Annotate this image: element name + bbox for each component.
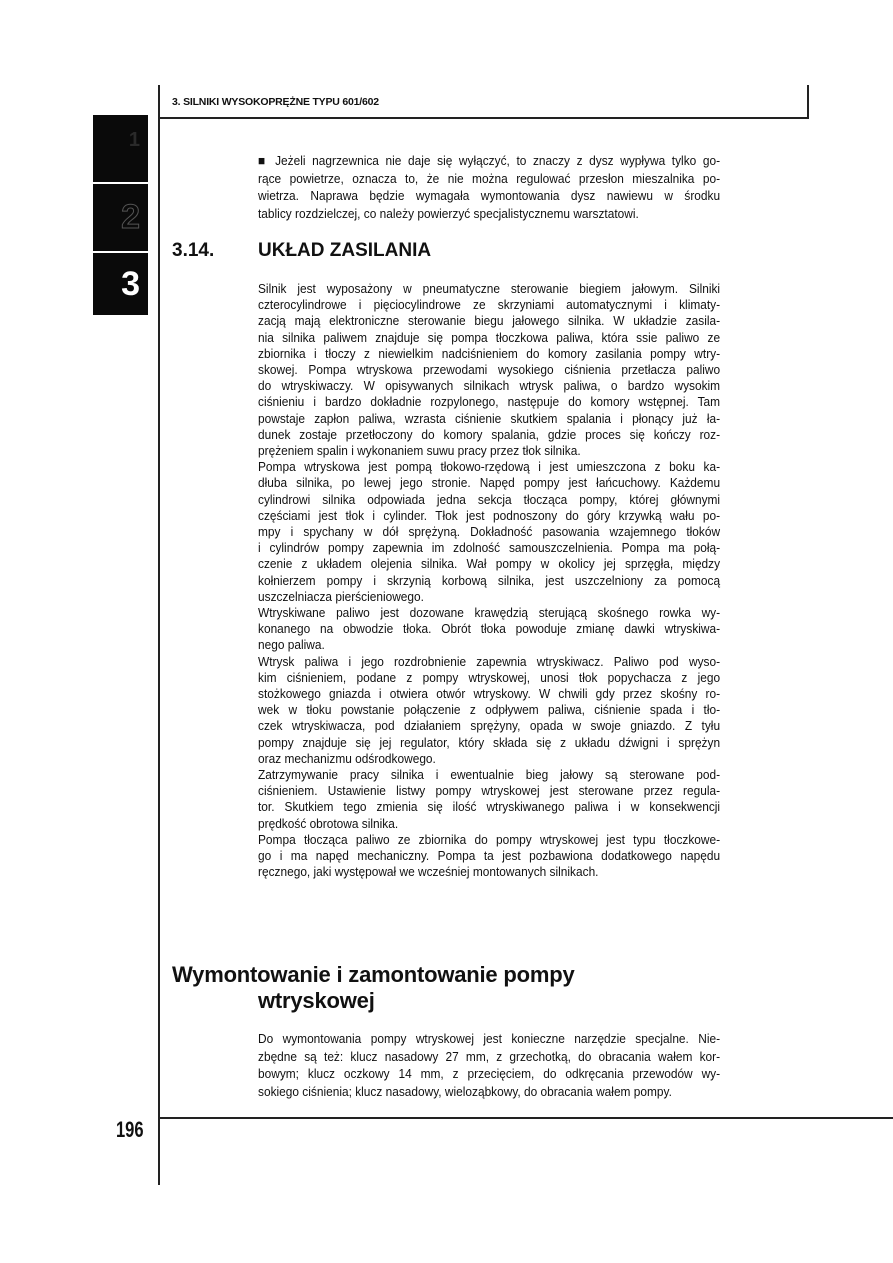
text-line: cylindrowi silnika odpowiada jedna sekcja tłocząca pompy, której głównymi [258,491,721,507]
text-line: zbiornika i tłoczy z niewielkim nadciśnieniem do komory zasilania pompy wtry- [258,345,721,361]
text-line: oraz mechanizmu odśrodkowego. [258,750,436,766]
text-line: ręcznego, jaki występował we wcześniej montowanych silnikach. [258,864,599,880]
chapter-tab-number: 3 [121,265,140,303]
text-line: sokiego ciśnienia; klucz nasadowy, wieloząbkowy, do obracania wałem pompy. [258,1083,672,1099]
left-margin-rule [158,85,160,1185]
text-line: pompy znajduje się jej regulator, który składa się z układu dźwigni i sprężyn [258,734,721,750]
text-line: zacją mają elektroniczne sterowanie biegu jałowego silnika. W układzie zasila- [258,313,721,329]
text-line: Pompa wtryskowa jest pompą tłokowo-rzędową i jest umieszczona z boku ka- [258,459,721,475]
footer-rule [158,1117,893,1119]
text-line: i cylindrów pompy zapewnia im zdolność samouszczelnienia. Pompa ma połą- [258,540,721,556]
text-line: tor. Skutkiem tego zmienia się ilość wtryskiwanego paliwa i w konsekwencji [258,799,721,815]
header-rule [158,117,809,119]
text-line: rące powietrze, oznacza to, że nie można regulować przesłon mieszalnika po- [258,170,721,186]
section-number: 3.14. [172,240,215,261]
subsection-title-line1: Wymontowanie i zamontowanie pompy [172,962,575,987]
text-line: ciśnieniem. Ustawienie listwy pompy wtryskowej jest sterowane przez regula- [258,783,721,799]
text-line: wek w tłoku powstanie połączenie z odpływem paliwa, ciśnienie spada i tło- [258,702,721,718]
text-line: nia silnika paliwem znajduje się pompa tłoczkowa paliwa, która ssie paliwo ze [258,329,721,345]
text-line: konanego na obwodzie tłoka. Obrót tłoka powoduje zmianę dawki wtryskiwa- [258,621,721,637]
text-line: Silnik jest wyposażony w pneumatyczne sterowanie biegiem jałowym. Silniki [258,281,721,296]
text-line: tablicy rozdzielczej, co należy powierzyć specjalistycznemu warsztatowi. [258,205,639,221]
text-line: do wtryskiwaczy. W opisywanych silnikach wtrysk paliwa, o bardzo wysokim [258,378,721,394]
text-line: Wtryskiwane paliwo jest dozowane krawędzią sterującą skośnego rowka wy- [258,605,721,620]
running-header: 3. SILNIKI WYSOKOPRĘŻNE TYPU 601/602 [172,96,379,108]
section-title: UKŁAD ZASILANIA [258,240,432,261]
text-line: go i ma napęd mechaniczny. Pompa ta jest pozbawiona dodatkowego napędu [258,848,721,863]
text-line: częściami jest tłok i cylinder. Tłok jest podnoszony do góry krzywką wału po- [258,507,721,523]
text-line: wietrza. Naprawa będzie wymagała wymontowania dysz nawiewu w środku [258,188,721,204]
text-line: kołnierzem pompy i skrzynią korbową silnika, jest uszczelniony za pomocą [258,572,721,588]
text-line: Pompa tłocząca paliwo ze zbiornika do pompy wtryskowej jest typu tłoczkowe- [258,831,721,847]
subsection-title-line2: wtryskowej [258,988,375,1013]
text-line: kim ciśnieniem, podane z pompy wtryskowej, unosi tłok popychacza z jego [258,669,721,685]
text-line: bowym; klucz oczkowy 14 mm, z przecięciem, do odkręcania przewodów wy- [258,1066,721,1082]
chapter-tab-number: 1 [128,129,140,151]
text-line: czenie z układem olejenia silnika. Wał pompy w okolicy jej sprzęgła, między [258,556,721,572]
page-number: 196 [116,1117,144,1142]
text-line: czek wtryskiwacza, pod działaniem sprężyny, opada w swoje gniazdo. Z tyłu [258,718,721,734]
text-line: skowej. Pompa wtryskowa przewodami wysokiego ciśnienia przetłacza paliwo [258,362,721,377]
text-line: nego paliwa. [258,637,325,653]
text-line: zbędne są też: klucz nasadowy 27 mm, z grzechotką, do obracania wałem kor- [258,1048,721,1064]
text-line: ciśnieniu i bardzo dokładnie rozpylonego, następuje do komory wstępnej. Tam [258,394,721,410]
text-line: Wtrysk paliwa i jego rozdrobnienie zapewnia wtryskiwacz. Paliwo pod wyso- [258,653,721,669]
text-line: powstaje zapłon paliwa, wzrasta ciśnienie skutkiem spalania i płonący już ła- [258,410,721,426]
chapter-tab-2 [93,184,148,251]
right-header-rule [807,85,809,118]
text-line: ■ Jeżeli nagrzewnica nie daje się wyłączyć, to znaczy z dysz wypływa tylko go- [258,153,721,168]
chapter-tab-1 [93,115,148,182]
text-line: prężeniem spalin i wykonaniem suwu pracy przez tłok silnika. [258,443,581,458]
text-line: mpy i spychany w dół sprężyną. Dokładność pasowania wzajemnego tłoków [258,524,721,539]
text-line: prędkość obrotowa silnika. [258,815,399,831]
text-line: stożkowego gniazda i otwiera otwór wtryskowy. W chwili gdy przez skośny ro- [258,686,721,701]
text-line: Do wymontowania pompy wtryskowej jest konieczne narzędzie specjalne. Nie- [258,1031,721,1046]
text-line: czterocylindrowe i pięciocylindrowe ze skrzyniami automatycznymi i klimaty- [258,297,721,313]
chapter-tab-number: 2 [121,198,140,236]
chapter-tab-3-active [93,253,148,315]
text-line: dunek zostaje przetłoczony do komory spalania, gdzie proces się kończy roz- [258,426,721,442]
text-line: uszczelniacza pierścieniowego. [258,588,424,604]
text-line: dłuba silnika, po lewej jego stronie. Napęd pompy jest łańcuchowy. Każdemu [258,475,721,491]
text-line: Zatrzymywanie pracy silnika i ewentualnie bieg jałowy są sterowane pod- [258,767,721,782]
